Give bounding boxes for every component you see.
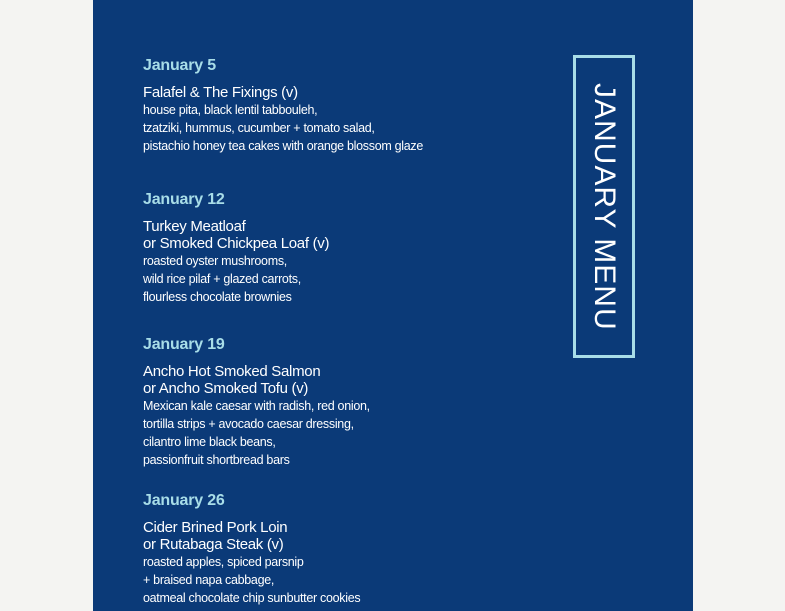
details-line: tortilla strips + avocado caesar dressing,	[143, 417, 354, 431]
dish-line: Cider Brined Pork Loin	[143, 519, 288, 536]
details-line: roasted oyster mushrooms,	[143, 254, 287, 268]
details-line: tzatziki, hummus, cucumber + tomato salad,	[143, 121, 375, 135]
details-line: wild rice pilaf + glazed carrots,	[143, 272, 301, 286]
details-line: flourless chocolate brownies	[143, 290, 292, 304]
entry-dish	[143, 363, 543, 397]
menu-entry-january-26	[143, 491, 543, 607]
details-line: + braised napa cabbage,	[143, 573, 275, 587]
menu-title-box	[573, 55, 635, 358]
menu-page	[93, 0, 693, 611]
dish-line: or Ancho Smoked Tofu (v)	[143, 380, 309, 397]
details-line: Mexican kale caesar with radish, red onion,	[143, 399, 370, 413]
entry-details	[143, 252, 543, 306]
entry-date: January 26	[143, 492, 225, 509]
menu-entry-january-5	[143, 56, 543, 155]
dish-line: Ancho Hot Smoked Salmon	[143, 363, 321, 380]
entry-details	[143, 397, 543, 469]
details-line: oatmeal chocolate chip sunbutter cookies	[143, 591, 361, 605]
dish-line: or Rutabaga Steak (v)	[143, 536, 284, 553]
details-line: pistachio honey tea cakes with orange blossom glaze	[143, 139, 424, 153]
details-line: passionfruit shortbread bars	[143, 453, 290, 467]
dish-line: Turkey Meatloaf	[143, 218, 246, 235]
entry-dish	[143, 218, 543, 252]
entry-date: January 12	[143, 191, 225, 208]
details-line: roasted apples, spiced parsnip	[143, 555, 304, 569]
entry-date: January 5	[143, 57, 216, 74]
menu-title: JANUARY MENU	[588, 82, 621, 331]
menu-entry-january-19	[143, 335, 543, 469]
entry-dish	[143, 84, 543, 101]
entry-details	[143, 553, 543, 607]
details-line: cilantro lime black beans,	[143, 435, 276, 449]
details-line: house pita, black lentil tabbouleh,	[143, 103, 318, 117]
menu-entry-january-12	[143, 190, 543, 306]
entry-details	[143, 101, 543, 155]
dish-line: Falafel & The Fixings (v)	[143, 84, 298, 101]
entry-dish	[143, 519, 543, 553]
entry-date: January 19	[143, 336, 225, 353]
dish-line: or Smoked Chickpea Loaf (v)	[143, 235, 330, 252]
